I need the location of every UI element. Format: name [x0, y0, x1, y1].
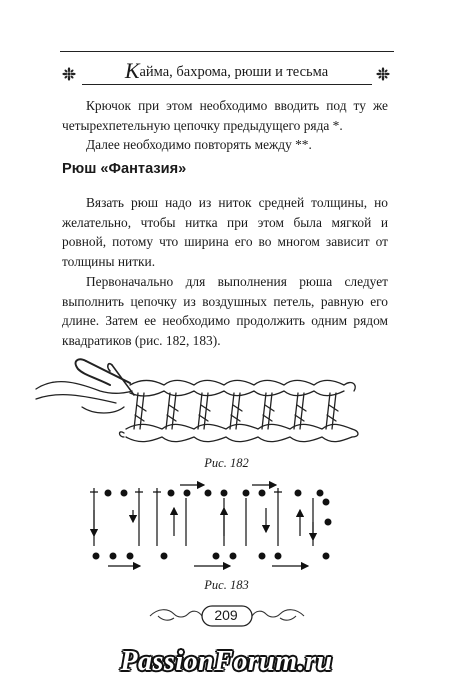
figure-183-caption: Рис. 183 — [204, 578, 249, 592]
paragraph-1: Крючок при этом необходимо вводить под ту же четырехпетельную цепочку предыдущего ряда *. — [62, 98, 388, 133]
paragraph-4: Первоначально для выполнения рюша следует выполнить цепочку из воздушных петель, равную его длине. Затем ее необходимо продолжить одним рядом квадратиков (рис. 182, 183). — [62, 274, 388, 348]
header-rule-top — [60, 51, 394, 52]
header-title-rest: айма, бахрома, рюши и тесьма — [139, 64, 329, 80]
flower-ornament-icon — [62, 67, 76, 85]
header-title-initial: К — [124, 58, 140, 83]
paragraph-3: Вязать рюш надо из ниток средней толщины, но желательно, чтобы нитка при этом была мягкой и ровной, потому что ширина его во многом зависит от толщины нитки. — [62, 195, 388, 269]
figure-183-stitch-diagram — [76, 480, 366, 580]
page-number: 209 — [214, 607, 238, 623]
figure-182-crochet-illustration — [34, 355, 364, 460]
watermark-text: PassionForum.ru — [120, 646, 333, 677]
figure-182-caption: Рис. 182 — [204, 456, 249, 470]
paragraph-2: Далее необходимо повторять между **. — [86, 137, 312, 152]
section-heading: Рюш «Фантазия» — [62, 161, 187, 177]
header-rule-bottom — [82, 84, 372, 85]
flower-ornament-icon — [376, 67, 390, 85]
